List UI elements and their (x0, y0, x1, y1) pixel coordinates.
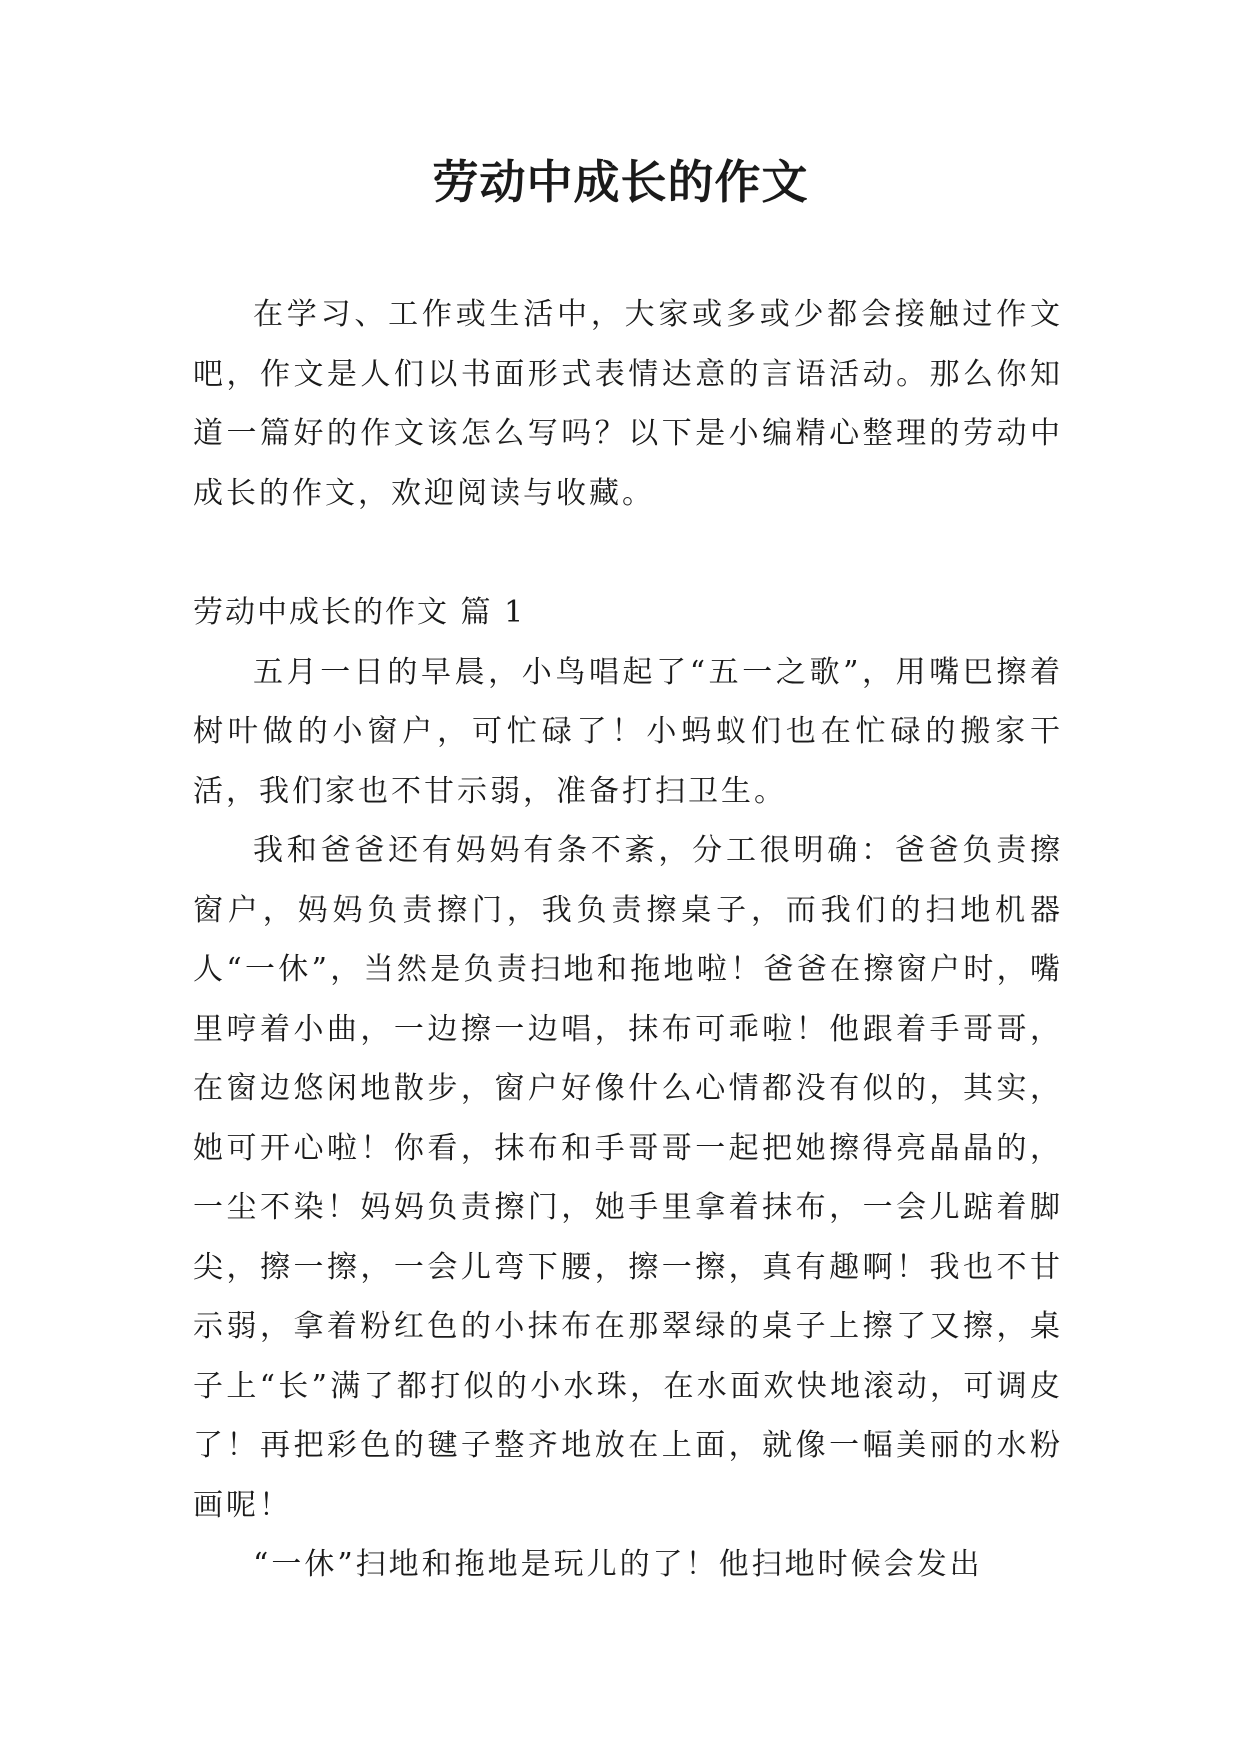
document-body (193, 285, 1063, 1595)
body-paragraph-1: 五月一日的早晨，小鸟唱起了“五一之歌”，用嘴巴擦着树叶做的小窗户，可忙碌了！小蚂蚁们也在忙碌的搬家干活，我们家也不甘示弱，准备打扫卫生。 (193, 654, 1063, 809)
document-title: 劳动中成长的作文 (432, 155, 809, 209)
intro-paragraph: 在学习、工作或生活中，大家或多或少都会接触过作文吧，作文是人们以书面形式表情达意的言语活动。那么你知道一篇好的作文该怎么写吗？以下是小编精心整理的劳动中成长的作文，欢迎阅读与收藏。 (193, 297, 1063, 511)
body-paragraph-3: “一休”扫地和拖地是玩儿的了！他扫地时候会发出 (253, 1547, 983, 1582)
section-heading: 劳动中成长的作文 篇 1 (193, 595, 526, 630)
body-paragraph-2: 我和爸爸还有妈妈有条不紊，分工很明确：爸爸负责擦窗户，妈妈负责擦门，我负责擦桌子，而我们的扫地机器人“一休”，当然是负责扫地和拖地啦！爸爸在擦窗户时，嘴里哼着小曲，一边擦一边唱，抹布可乖啦！他跟着手哥哥，在窗边悠闲地散步，窗户好像什么心情都没有似的，其实，她可开心啦！你看，抹布和手哥哥一起把她擦得亮晶晶的，一尘不染！妈妈负责擦门，她手里拿着抹布，一会儿踮着脚尖，擦一擦，一会儿弯下腰，擦一擦，真有趣啊！我也不甘示弱，拿着粉红色的小抹布在那翠绿的桌子上擦了又擦，桌子上“长”满了都打似的小水珠，在水面欢快地滚动，可调皮了！再把彩色的毽子整齐地放在上面，就像一幅美丽的水粉画呢！ (193, 833, 1063, 1523)
